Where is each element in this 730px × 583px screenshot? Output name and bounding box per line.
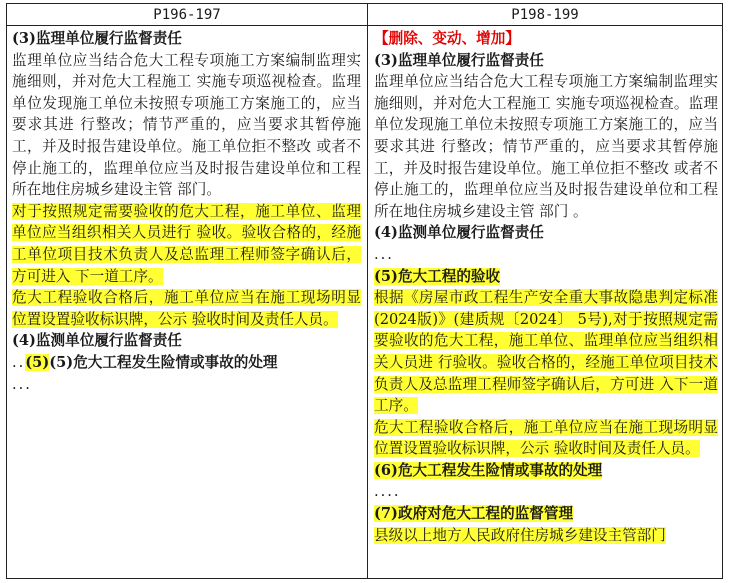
- right-heading-4: (4)监测单位履行监督责任: [374, 224, 544, 242]
- right-column-header: P198-199: [368, 4, 722, 26]
- left-heading-4: (4)监测单位履行监督责任: [12, 332, 182, 350]
- right-paragraph-1: 监理单位应当结合危大工程专项施工方案编制监理实施细则，并对危大工程施工 实施专项巡视检查。监理单位发现施工单位未按照专项施工方案施工的，应当要求其进 行整改；情节严重的，应当要求其暂停施工，并及时报告建设单位。施工单位拒不整改 或者不停止施工的，监理单位应当及时报告建设单位和工程所在地住房城乡建设主管 部门 。: [374, 73, 718, 220]
- right-heading-6-highlighted: (6)危大工程发生险情或事故的处理: [374, 461, 603, 479]
- right-heading-5-highlighted: (5)危大工程的验收: [374, 267, 501, 285]
- right-heading-3: (3)监理单位履行监督责任: [374, 51, 544, 69]
- left-paragraph-1: 监理单位应当结合危大工程专项施工方案编制监理实施细则，并对危大工程施工 实施专项巡视检查。监理单位发现施工单位未按照专项施工方案施工的，应当要求其进 行整改；情节严重的，应当要求其暂停施工，并及时报告建设单位。施工单位拒不整改 或者不停止施工的，监理单位应当及时报告建设单位和工程所在地住房城乡建设主管 部门。: [12, 51, 361, 199]
- change-tag: 【删除、变动、增加】: [374, 30, 520, 47]
- right-paragraph-7-highlighted: 县级以上地方人民政府住房城乡建设主管部门: [374, 526, 666, 544]
- right-paragraph-6-highlighted: 危大工程验收合格后，施工单位应当在施工现场明显位置设置验收标识牌，公示 验收时间及责任人员。: [374, 418, 718, 458]
- left-paragraph-2-highlighted: 对于按照规定需要验收的危大工程，施工单位、监理单位应当组织相关人员进行 验收。验收合格的，经施工单位项目技术负责人及总监理工程师签字确认后，方可进入 下一道工序。: [12, 202, 361, 285]
- left-ellipsis-before-5: ..: [12, 353, 26, 371]
- right-heading-7-highlighted: (7)政府对危大工程的监督管理: [374, 505, 574, 523]
- left-ellipsis-end: ...: [12, 375, 32, 393]
- left-column-header: P196-197: [7, 4, 368, 26]
- left-column: [7, 26, 368, 578]
- right-ellipsis-6: ....: [374, 483, 401, 501]
- left-paragraph-3-highlighted: 危大工程验收合格后，施工单位应当在施工现场明显位置设置验收标识牌，公示 验收时间及责任人员。: [12, 289, 361, 328]
- right-column: [368, 26, 722, 578]
- right-ellipsis-4: ...: [374, 245, 394, 263]
- right-paragraph-5-highlighted: 根据《房屋市政工程生产安全重大事故隐患判定标准(2024版)》(建质规〔2024〕 5号),对于按照规定需要验收的危大工程，施工单位、监理单位应当组织相关人员进 行验收。验收合格的，经施工单位项目技术负责人及总监理工程师签字确认后，方可进 入下一道工序。: [374, 289, 718, 415]
- left-heading-5-number: (5): [25, 353, 50, 371]
- comparison-table: [6, 3, 723, 579]
- left-heading-3: (3)监理单位履行监督责任: [12, 30, 182, 47]
- left-heading-5: (5)危大工程发生险情或事故的处理: [49, 353, 278, 371]
